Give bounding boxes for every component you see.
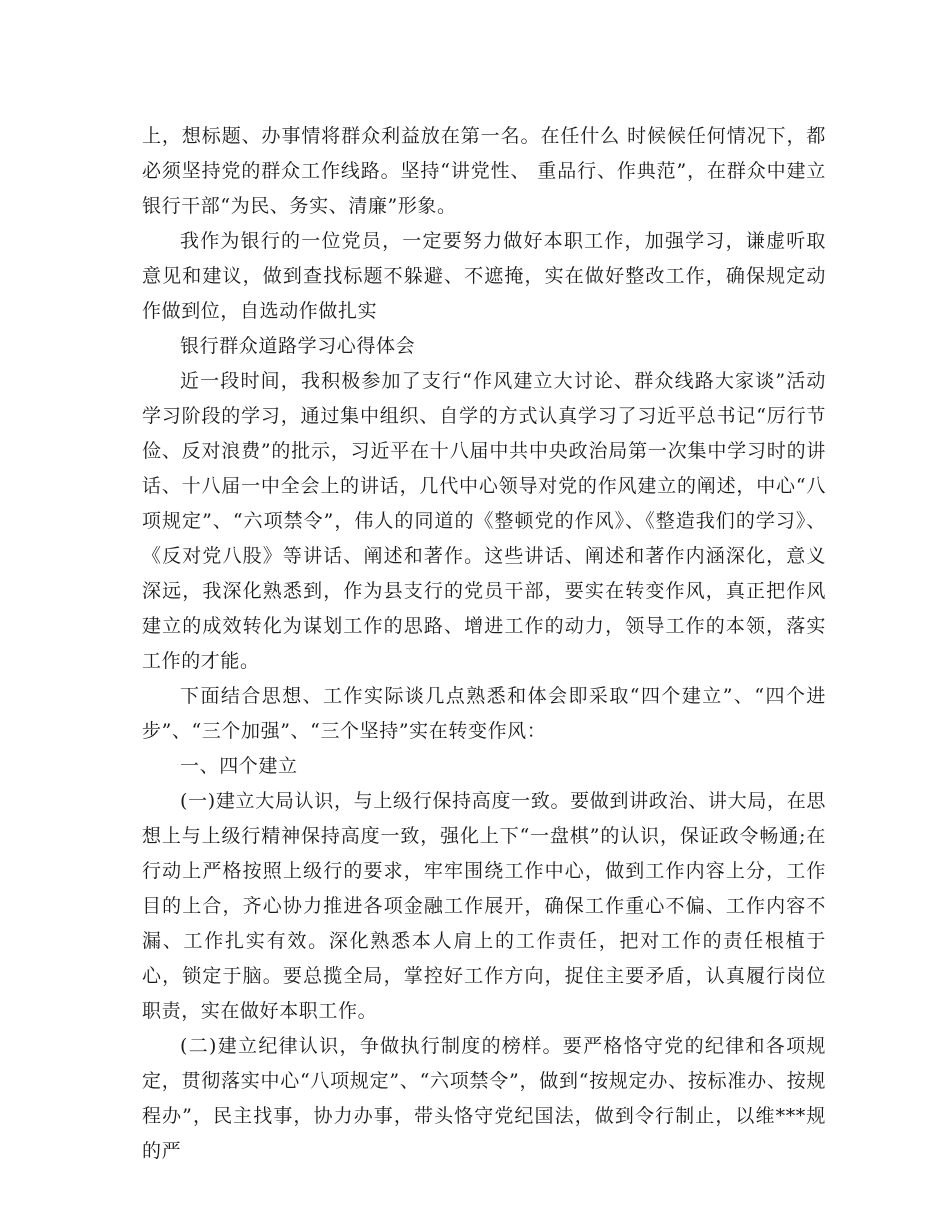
document-body xyxy=(142,119,826,1169)
heading-four-establish: 一、四个建立 xyxy=(180,755,298,777)
paragraph-item-2: (二)建立纪律认识，争做执行制度的榜样。要严格恪守党的纪律和各项规定，贯彻落实中心“八项规定”、“六项禁令”，做到“按规定办、按标准办、按规程办”，民主找事，协力办事，带头恪守党纪国法，做到令行制止，以维***规的严 xyxy=(142,1035,826,1162)
paragraph-commitment: 我作为银行的一位党员，一定要努力做好本职工作，加强学习，谦虚听取意见和建议，做到查找标题不躲避、不遮掩，实在做好整改工作，确保规定动作做到位，自选动作做扎实 xyxy=(142,230,826,322)
paragraph-intro: 下面结合思想、工作实际谈几点熟悉和体会即采取“四个建立”、“四个进步”、“三个加强”、“三个坚持”实在转变作风： xyxy=(142,685,826,742)
paragraph-continuation: 上，想标题、办事情将群众利益放在第一名。在任什么 时候候任何情况下，都必须坚持党的群众工作线路。坚持“讲党性、 重品行、作典范”，在群众中建立银行干部“为民、务实、清廉”形象。 xyxy=(142,125,826,217)
paragraph-study: 近一段时间，我积极参加了支行“作风建立大讨论、群众线路大家谈”活动学习阶段的学习，通过集中组织、自学的方式认真学习了习近平总书记“厉行节俭、反对浪费”的批示，习近平在十八届中共中央政治局第一次集中学习时的讲话、十八届一中全会上的讲话，几代中心领导对党的作风建立的阐述，中心“八项规定”、“六项禁令”，伟人的同道的《整顿党的作风》、《整造我们的学习》、《反对党八股》等讲话、阐述和著作。这些讲话、阐述和著作内涵深化，意义深远，我深化熟悉到，作为县支行的党员干部，要实在转变作风，真正把作风建立的成效转化为谋划工作的思路、增进工作的动力，领导工作的本领，落实工作的才能。 xyxy=(142,370,826,672)
section-title: 银行群众道路学习心得体会 xyxy=(180,335,416,357)
paragraph-item-1: (一)建立大局认识，与上级行保持高度一致。要做到讲政治、讲大局，在思想上与上级行精神保持高度一致，强化上下“一盘棋”的认识，保证政令畅通;在行动上严格按照上级行的要求，牢牢围绕工作中心，做到工作内容上分，工作目的上合，齐心协力推进各项金融工作展开，确保工作重心不偏、工作内容不漏、工作扎实有效。深化熟悉本人肩上的工作责任，把对工作的责任根植于心，锁定于脑。要总揽全局，掌控好工作方向，捉住主要矛盾，认真履行岗位职责，实在做好本职工作。 xyxy=(142,790,826,1022)
